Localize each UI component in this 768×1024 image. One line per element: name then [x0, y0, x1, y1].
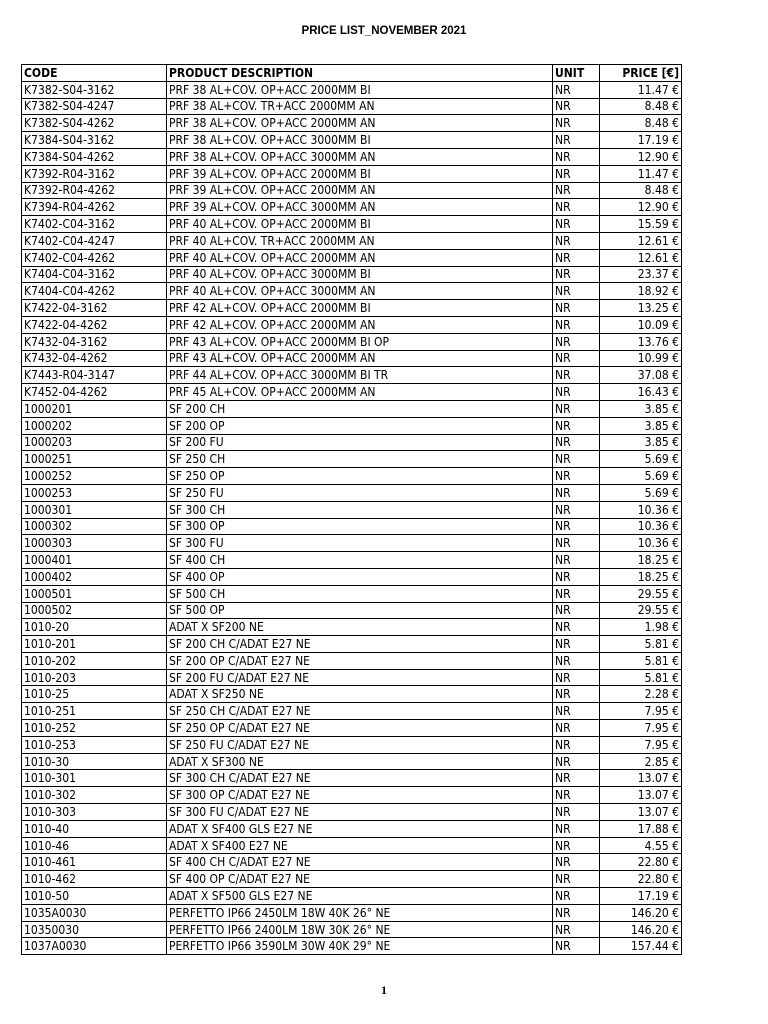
table-row: [22, 854, 682, 871]
cell-unit: NR: [553, 400, 600, 417]
cell-unit: NR: [553, 367, 600, 384]
cell-code: K7452-04-4262: [22, 384, 167, 401]
cell-price: 2.85 €: [600, 753, 682, 770]
table-row: [22, 753, 682, 770]
cell-unit: NR: [553, 720, 600, 737]
cell-price: 2.28 €: [600, 686, 682, 703]
cell-description: SF 300 CH: [167, 501, 553, 518]
cell-description: PRF 39 AL+COV. OP+ACC 2000MM AN: [167, 182, 553, 199]
cell-unit: NR: [553, 484, 600, 501]
cell-unit: NR: [553, 669, 600, 686]
cell-unit: NR: [553, 300, 600, 317]
cell-code: K7382-S04-4262: [22, 115, 167, 132]
cell-price: 12.90 €: [600, 148, 682, 165]
cell-price: 10.36 €: [600, 518, 682, 535]
cell-price: 12.61 €: [600, 232, 682, 249]
cell-price: 5.69 €: [600, 468, 682, 485]
cell-description: SF 400 OP: [167, 568, 553, 585]
header-price: PRICE [€]: [600, 65, 682, 82]
cell-price: 3.85 €: [600, 400, 682, 417]
cell-unit: NR: [553, 888, 600, 905]
cell-price: 12.61 €: [600, 249, 682, 266]
cell-code: K7404-C04-3162: [22, 266, 167, 283]
cell-description: SF 250 CH C/ADAT E27 NE: [167, 703, 553, 720]
cell-price: 7.95 €: [600, 736, 682, 753]
cell-description: PRF 42 AL+COV. OP+ACC 2000MM BI: [167, 300, 553, 317]
cell-description: PRF 38 AL+COV. OP+ACC 3000MM AN: [167, 148, 553, 165]
cell-unit: NR: [553, 854, 600, 871]
cell-price: 7.95 €: [600, 720, 682, 737]
cell-unit: NR: [553, 384, 600, 401]
cell-code: 1010-202: [22, 652, 167, 669]
cell-price: 7.95 €: [600, 703, 682, 720]
cell-code: K7422-04-4262: [22, 316, 167, 333]
table-row: [22, 585, 682, 602]
cell-price: 18.25 €: [600, 568, 682, 585]
cell-code: 1037A0030: [22, 938, 167, 955]
table-row: [22, 787, 682, 804]
table-row: [22, 98, 682, 115]
cell-price: 13.25 €: [600, 300, 682, 317]
cell-code: 1000303: [22, 535, 167, 552]
cell-code: 1035A0030: [22, 904, 167, 921]
cell-price: 22.80 €: [600, 871, 682, 888]
cell-price: 1.98 €: [600, 619, 682, 636]
cell-price: 13.07 €: [600, 770, 682, 787]
table-row: [22, 300, 682, 317]
cell-unit: NR: [553, 787, 600, 804]
table-row: [22, 770, 682, 787]
cell-price: 146.20 €: [600, 904, 682, 921]
table-row: [22, 400, 682, 417]
cell-description: PRF 45 AL+COV. OP+ACC 2000MM AN: [167, 384, 553, 401]
cell-unit: NR: [553, 568, 600, 585]
cell-unit: NR: [553, 652, 600, 669]
table-row: [22, 266, 682, 283]
table-row: [22, 316, 682, 333]
cell-code: K7392-R04-4262: [22, 182, 167, 199]
cell-code: 1000252: [22, 468, 167, 485]
cell-description: SF 200 FU: [167, 434, 553, 451]
cell-description: SF 400 OP C/ADAT E27 NE: [167, 871, 553, 888]
table-row: [22, 888, 682, 905]
table-row: [22, 921, 682, 938]
cell-unit: NR: [553, 736, 600, 753]
cell-price: 8.48 €: [600, 98, 682, 115]
cell-price: 15.59 €: [600, 216, 682, 233]
cell-code: 1010-203: [22, 669, 167, 686]
cell-description: PRF 40 AL+COV. OP+ACC 3000MM BI: [167, 266, 553, 283]
cell-unit: NR: [553, 904, 600, 921]
cell-unit: NR: [553, 703, 600, 720]
cell-description: PRF 40 AL+COV. OP+ACC 2000MM BI: [167, 216, 553, 233]
cell-description: SF 300 OP C/ADAT E27 NE: [167, 787, 553, 804]
cell-unit: NR: [553, 115, 600, 132]
header-unit: UNIT: [553, 65, 600, 82]
cell-code: 1010-251: [22, 703, 167, 720]
cell-price: 5.69 €: [600, 484, 682, 501]
table-row: [22, 837, 682, 854]
table-row: [22, 652, 682, 669]
cell-code: 1010-30: [22, 753, 167, 770]
table-row: [22, 720, 682, 737]
cell-unit: NR: [553, 182, 600, 199]
cell-price: 13.07 €: [600, 804, 682, 821]
cell-unit: NR: [553, 535, 600, 552]
cell-code: 1010-252: [22, 720, 167, 737]
cell-description: SF 200 OP C/ADAT E27 NE: [167, 652, 553, 669]
cell-unit: NR: [553, 938, 600, 955]
table-row: [22, 820, 682, 837]
table-row: [22, 182, 682, 199]
table-row: [22, 148, 682, 165]
cell-code: K7394-R04-4262: [22, 199, 167, 216]
table-row: [22, 535, 682, 552]
cell-description: PRF 40 AL+COV. OP+ACC 3000MM AN: [167, 283, 553, 300]
cell-price: 157.44 €: [600, 938, 682, 955]
cell-code: K7443-R04-3147: [22, 367, 167, 384]
cell-description: ADAT X SF400 GLS E27 NE: [167, 820, 553, 837]
cell-description: PRF 38 AL+COV. OP+ACC 3000MM BI: [167, 132, 553, 149]
table-row: [22, 249, 682, 266]
cell-price: 17.19 €: [600, 132, 682, 149]
table-row: [22, 871, 682, 888]
table-row: [22, 417, 682, 434]
cell-description: SF 300 CH C/ADAT E27 NE: [167, 770, 553, 787]
table-row: [22, 115, 682, 132]
table-row: [22, 552, 682, 569]
cell-unit: NR: [553, 216, 600, 233]
cell-price: 4.55 €: [600, 837, 682, 854]
cell-price: 5.81 €: [600, 636, 682, 653]
cell-code: 1010-46: [22, 837, 167, 854]
cell-unit: NR: [553, 249, 600, 266]
table-row: [22, 132, 682, 149]
cell-description: SF 400 CH: [167, 552, 553, 569]
cell-description: ADAT X SF200 NE: [167, 619, 553, 636]
cell-price: 5.69 €: [600, 451, 682, 468]
cell-code: K7382-S04-4247: [22, 98, 167, 115]
cell-code: K7402-C04-4247: [22, 232, 167, 249]
cell-description: PERFETTO IP66 2400LM 18W 30K 26° NE: [167, 921, 553, 938]
cell-price: 10.36 €: [600, 535, 682, 552]
table-row: [22, 232, 682, 249]
cell-price: 17.88 €: [600, 820, 682, 837]
cell-code: 1000201: [22, 400, 167, 417]
cell-description: SF 300 FU C/ADAT E27 NE: [167, 804, 553, 821]
table-row: [22, 333, 682, 350]
cell-description: PRF 39 AL+COV. OP+ACC 3000MM AN: [167, 199, 553, 216]
cell-price: 3.85 €: [600, 434, 682, 451]
cell-code: 1000302: [22, 518, 167, 535]
cell-unit: NR: [553, 316, 600, 333]
cell-description: SF 200 OP: [167, 417, 553, 434]
table-header-row: [22, 65, 682, 82]
cell-description: PRF 44 AL+COV. OP+ACC 3000MM BI TR: [167, 367, 553, 384]
cell-price: 8.48 €: [600, 115, 682, 132]
cell-unit: NR: [553, 837, 600, 854]
cell-price: 8.48 €: [600, 182, 682, 199]
cell-code: 1010-301: [22, 770, 167, 787]
cell-price: 29.55 €: [600, 585, 682, 602]
cell-price: 5.81 €: [600, 652, 682, 669]
cell-description: PRF 38 AL+COV. OP+ACC 2000MM BI: [167, 81, 553, 98]
cell-price: 146.20 €: [600, 921, 682, 938]
cell-price: 37.08 €: [600, 367, 682, 384]
cell-code: 1000253: [22, 484, 167, 501]
cell-price: 12.90 €: [600, 199, 682, 216]
cell-unit: NR: [553, 921, 600, 938]
cell-unit: NR: [553, 148, 600, 165]
cell-unit: NR: [553, 283, 600, 300]
cell-description: SF 500 OP: [167, 602, 553, 619]
cell-price: 17.19 €: [600, 888, 682, 905]
cell-price: 13.07 €: [600, 787, 682, 804]
table-row: [22, 904, 682, 921]
cell-description: PRF 38 AL+COV. TR+ACC 2000MM AN: [167, 98, 553, 115]
price-table: [21, 64, 682, 955]
cell-unit: NR: [553, 98, 600, 115]
cell-code: 1010-20: [22, 619, 167, 636]
cell-code: 1010-302: [22, 787, 167, 804]
cell-unit: NR: [553, 518, 600, 535]
cell-unit: NR: [553, 585, 600, 602]
cell-code: 1010-303: [22, 804, 167, 821]
table-body: [22, 81, 682, 954]
page-number: 1: [381, 983, 387, 997]
table-row: [22, 736, 682, 753]
cell-description: ADAT X SF400 E27 NE: [167, 837, 553, 854]
cell-description: PRF 42 AL+COV. OP+ACC 2000MM AN: [167, 316, 553, 333]
cell-price: 18.25 €: [600, 552, 682, 569]
cell-price: 11.47 €: [600, 81, 682, 98]
cell-description: ADAT X SF500 GLS E27 NE: [167, 888, 553, 905]
cell-price: 5.81 €: [600, 669, 682, 686]
table-row: [22, 619, 682, 636]
cell-price: 3.85 €: [600, 417, 682, 434]
table-row: [22, 636, 682, 653]
cell-code: 1000301: [22, 501, 167, 518]
table-row: [22, 216, 682, 233]
cell-code: 1010-462: [22, 871, 167, 888]
cell-code: K7402-C04-3162: [22, 216, 167, 233]
cell-unit: NR: [553, 132, 600, 149]
table-row: [22, 81, 682, 98]
cell-code: K7402-C04-4262: [22, 249, 167, 266]
cell-price: 23.37 €: [600, 266, 682, 283]
cell-code: K7422-04-3162: [22, 300, 167, 317]
cell-unit: NR: [553, 619, 600, 636]
cell-code: 1010-461: [22, 854, 167, 871]
table-row: [22, 451, 682, 468]
cell-description: SF 300 FU: [167, 535, 553, 552]
cell-description: PERFETTO IP66 3590LM 30W 40K 29° NE: [167, 938, 553, 955]
cell-code: K7432-04-4262: [22, 350, 167, 367]
table-row: [22, 367, 682, 384]
table-row: [22, 384, 682, 401]
cell-unit: NR: [553, 266, 600, 283]
table-row: [22, 501, 682, 518]
cell-description: SF 250 OP C/ADAT E27 NE: [167, 720, 553, 737]
cell-code: K7404-C04-4262: [22, 283, 167, 300]
cell-unit: NR: [553, 602, 600, 619]
table-row: [22, 703, 682, 720]
cell-code: 1010-253: [22, 736, 167, 753]
cell-unit: NR: [553, 232, 600, 249]
cell-unit: NR: [553, 333, 600, 350]
table-row: [22, 484, 682, 501]
cell-unit: NR: [553, 820, 600, 837]
cell-unit: NR: [553, 871, 600, 888]
cell-description: SF 400 CH C/ADAT E27 NE: [167, 854, 553, 871]
cell-code: 1000502: [22, 602, 167, 619]
cell-description: PRF 40 AL+COV. OP+ACC 2000MM AN: [167, 249, 553, 266]
cell-unit: NR: [553, 501, 600, 518]
cell-price: 10.09 €: [600, 316, 682, 333]
header-description: PRODUCT DESCRIPTION: [167, 65, 553, 82]
cell-description: SF 200 FU C/ADAT E27 NE: [167, 669, 553, 686]
cell-price: 11.47 €: [600, 165, 682, 182]
cell-code: 10350030: [22, 921, 167, 938]
cell-code: 1010-25: [22, 686, 167, 703]
cell-code: K7384-S04-3162: [22, 132, 167, 149]
cell-code: 1010-201: [22, 636, 167, 653]
cell-unit: NR: [553, 686, 600, 703]
cell-unit: NR: [553, 417, 600, 434]
cell-code: 1010-40: [22, 820, 167, 837]
table-row: [22, 669, 682, 686]
cell-unit: NR: [553, 753, 600, 770]
table-row: [22, 283, 682, 300]
cell-code: 1000402: [22, 568, 167, 585]
table-row: [22, 350, 682, 367]
table-row: [22, 686, 682, 703]
table-row: [22, 165, 682, 182]
cell-code: K7432-04-3162: [22, 333, 167, 350]
table-row: [22, 938, 682, 955]
cell-unit: NR: [553, 451, 600, 468]
cell-description: SF 250 FU: [167, 484, 553, 501]
cell-price: 22.80 €: [600, 854, 682, 871]
cell-unit: NR: [553, 804, 600, 821]
cell-unit: NR: [553, 552, 600, 569]
cell-price: 16.43 €: [600, 384, 682, 401]
cell-price: 29.55 €: [600, 602, 682, 619]
cell-description: ADAT X SF250 NE: [167, 686, 553, 703]
cell-description: SF 200 CH: [167, 400, 553, 417]
cell-description: SF 500 CH: [167, 585, 553, 602]
table-row: [22, 602, 682, 619]
cell-unit: NR: [553, 165, 600, 182]
cell-price: 10.36 €: [600, 501, 682, 518]
cell-code: 1000202: [22, 417, 167, 434]
cell-unit: NR: [553, 468, 600, 485]
cell-unit: NR: [553, 636, 600, 653]
cell-code: 1000203: [22, 434, 167, 451]
cell-description: PRF 38 AL+COV. OP+ACC 2000MM AN: [167, 115, 553, 132]
cell-description: SF 200 CH C/ADAT E27 NE: [167, 636, 553, 653]
cell-code: K7384-S04-4262: [22, 148, 167, 165]
cell-price: 13.76 €: [600, 333, 682, 350]
cell-description: PERFETTO IP66 2450LM 18W 40K 26° NE: [167, 904, 553, 921]
cell-unit: NR: [553, 199, 600, 216]
table-row: [22, 468, 682, 485]
cell-description: ADAT X SF300 NE: [167, 753, 553, 770]
cell-code: 1010-50: [22, 888, 167, 905]
cell-description: SF 300 OP: [167, 518, 553, 535]
cell-description: PRF 40 AL+COV. TR+ACC 2000MM AN: [167, 232, 553, 249]
cell-description: SF 250 FU C/ADAT E27 NE: [167, 736, 553, 753]
table-row: [22, 804, 682, 821]
cell-unit: NR: [553, 770, 600, 787]
table-row: [22, 434, 682, 451]
cell-description: SF 250 CH: [167, 451, 553, 468]
cell-code: 1000501: [22, 585, 167, 602]
table-row: [22, 518, 682, 535]
cell-unit: NR: [553, 434, 600, 451]
cell-price: 10.99 €: [600, 350, 682, 367]
cell-code: K7392-R04-3162: [22, 165, 167, 182]
table-row: [22, 199, 682, 216]
cell-code: K7382-S04-3162: [22, 81, 167, 98]
cell-price: 18.92 €: [600, 283, 682, 300]
table-row: [22, 568, 682, 585]
cell-code: 1000401: [22, 552, 167, 569]
cell-code: 1000251: [22, 451, 167, 468]
cell-description: PRF 43 AL+COV. OP+ACC 2000MM BI OP: [167, 333, 553, 350]
cell-description: PRF 43 AL+COV. OP+ACC 2000MM AN: [167, 350, 553, 367]
cell-unit: NR: [553, 350, 600, 367]
cell-description: PRF 39 AL+COV. OP+ACC 2000MM BI: [167, 165, 553, 182]
cell-description: SF 250 OP: [167, 468, 553, 485]
header-code: CODE: [22, 65, 167, 82]
cell-unit: NR: [553, 81, 600, 98]
page-title: PRICE LIST_NOVEMBER 2021: [301, 25, 467, 37]
